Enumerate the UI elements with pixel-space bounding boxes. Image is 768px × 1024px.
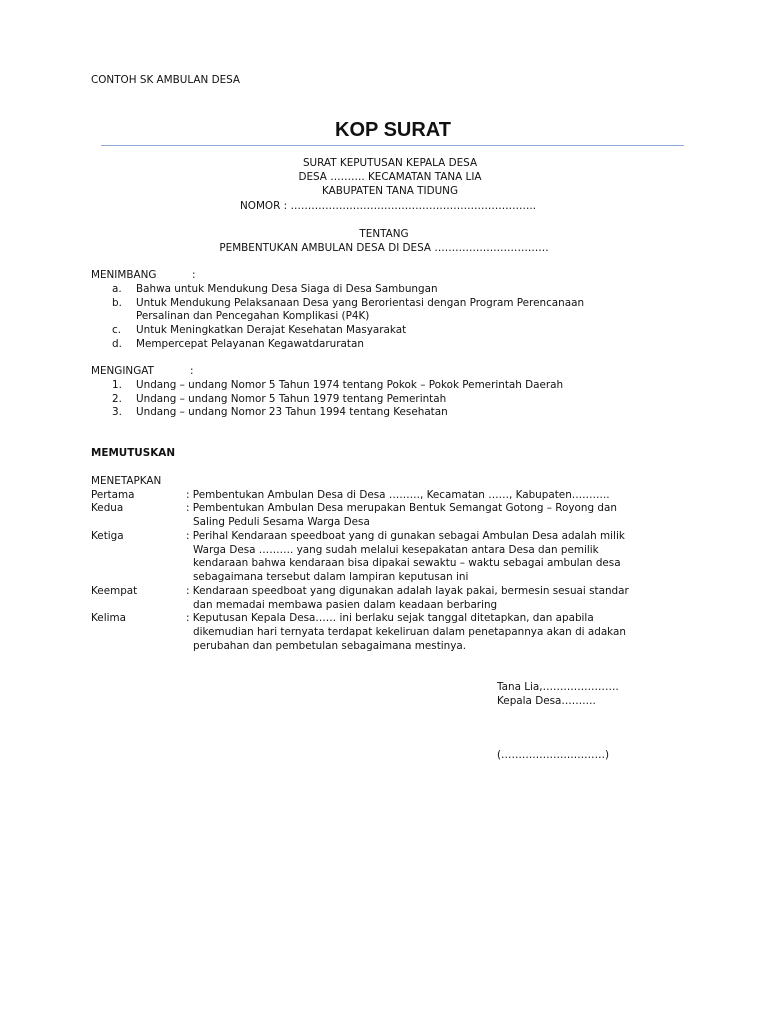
decision-text: : Pembentukan Ambulan Desa merupakan Bentuk Semangat Gotong – Royong dan	[186, 502, 617, 514]
signature-position: Kepala Desa……….	[497, 695, 596, 707]
mengingat-colon: :	[190, 365, 194, 377]
kop-surat-title: KOP SURAT	[335, 119, 451, 141]
memutuskan-heading: MEMUTUSKAN	[91, 447, 176, 459]
menimbang-colon: :	[192, 269, 196, 281]
decision-text: : Pembentukan Ambulan Desa di Desa ………, Kecamatan ……, Kabupaten………..	[186, 489, 610, 501]
list-item: Untuk Meningkatkan Derajat Kesehatan Masyarakat	[136, 324, 407, 336]
list-item: Bahwa untuk Mendukung Desa Siaga di Desa Sambungan	[136, 283, 438, 295]
mengingat-label: MENGINGAT	[91, 365, 154, 377]
nomor-value: ……………………………………………………………..	[290, 200, 537, 212]
decision-text: : Keputusan Kepala Desa…… ini berlaku sejak tanggal ditetapkan, dan apabila	[186, 612, 594, 624]
decision-label: Keempat	[91, 585, 138, 597]
decision-text-continuation: perubahan dan pembetulan sebagaimana mestinya.	[193, 640, 467, 652]
list-item: Mempercepat Pelayanan Kegawatdaruratan	[136, 338, 364, 350]
decision-text-continuation: sebagaimana tersebut dalam lampiran keputusan ini	[193, 571, 469, 583]
decision-text-continuation: Saling Peduli Sesama Warga Desa	[193, 516, 370, 528]
list-marker: c.	[112, 324, 122, 336]
subject-line: PEMBENTUKAN AMBULAN DESA DI DESA ……………………………	[219, 242, 549, 254]
menetapkan-label: MENETAPKAN	[91, 475, 162, 487]
decision-text-continuation: Warga Desa ………. yang sudah melalui kesepakatan antara Desa dan pemilik	[193, 544, 599, 556]
list-marker: 1.	[112, 379, 122, 391]
tentang-label: TENTANG	[359, 228, 409, 240]
list-item: Undang – undang Nomor 5 Tahun 1979 tentang Pemerintah	[136, 393, 447, 405]
list-marker: 3.	[112, 406, 122, 418]
decision-label: Kelima	[91, 612, 126, 624]
heading-line-3: KABUPATEN TANA TIDUNG	[321, 185, 459, 197]
decision-label: Kedua	[91, 502, 124, 514]
signature-name: (…………………………)	[497, 749, 610, 761]
list-item: Untuk Mendukung Pelaksanaan Desa yang Berorientasi dengan Program Perencanaan	[136, 297, 585, 309]
list-item-continuation: Persalinan dan Pencegahan Komplikasi (P4K)	[136, 310, 370, 322]
heading-line-2: DESA ………. KECAMATAN TANA LIA	[298, 171, 482, 183]
header-rule	[101, 145, 684, 146]
document-label: CONTOH SK AMBULAN DESA	[91, 74, 241, 86]
decision-label: Ketiga	[91, 530, 124, 542]
list-item: Undang – undang Nomor 23 Tahun 1994 tentang Kesehatan	[136, 406, 448, 418]
list-marker: a.	[112, 283, 122, 295]
list-item: Undang – undang Nomor 5 Tahun 1974 tentang Pokok – Pokok Pemerintah Daerah	[136, 379, 564, 391]
decision-label: Pertama	[91, 489, 135, 501]
list-marker: d.	[112, 338, 122, 350]
signature-place-date: Tana Lia,………………….	[497, 681, 619, 693]
decision-text-continuation: dan memadai membawa pasien dalam keadaan berbaring	[193, 599, 498, 611]
heading-line-1: SURAT KEPUTUSAN KEPALA DESA	[302, 157, 478, 169]
nomor-line	[240, 200, 536, 212]
decision-text-continuation: kendaraan bahwa kendaraan bisa dipakai sewaktu – waktu sebagai ambulan desa	[193, 557, 621, 569]
decision-text: : Kendaraan speedboat yang digunakan adalah layak pakai, bermesin sesuai standar	[186, 585, 629, 597]
decision-text-continuation: dikemudian hari ternyata terdapat kekeliruan dalam penetapannya akan di adakan	[193, 626, 626, 638]
list-marker: b.	[112, 297, 122, 309]
nomor-label: NOMOR :	[240, 200, 288, 212]
decision-text: : Perihal Kendaraan speedboat yang di gunakan sebagai Ambulan Desa adalah milik	[186, 530, 625, 542]
list-marker: 2.	[112, 393, 122, 405]
menimbang-label: MENIMBANG	[91, 269, 157, 281]
